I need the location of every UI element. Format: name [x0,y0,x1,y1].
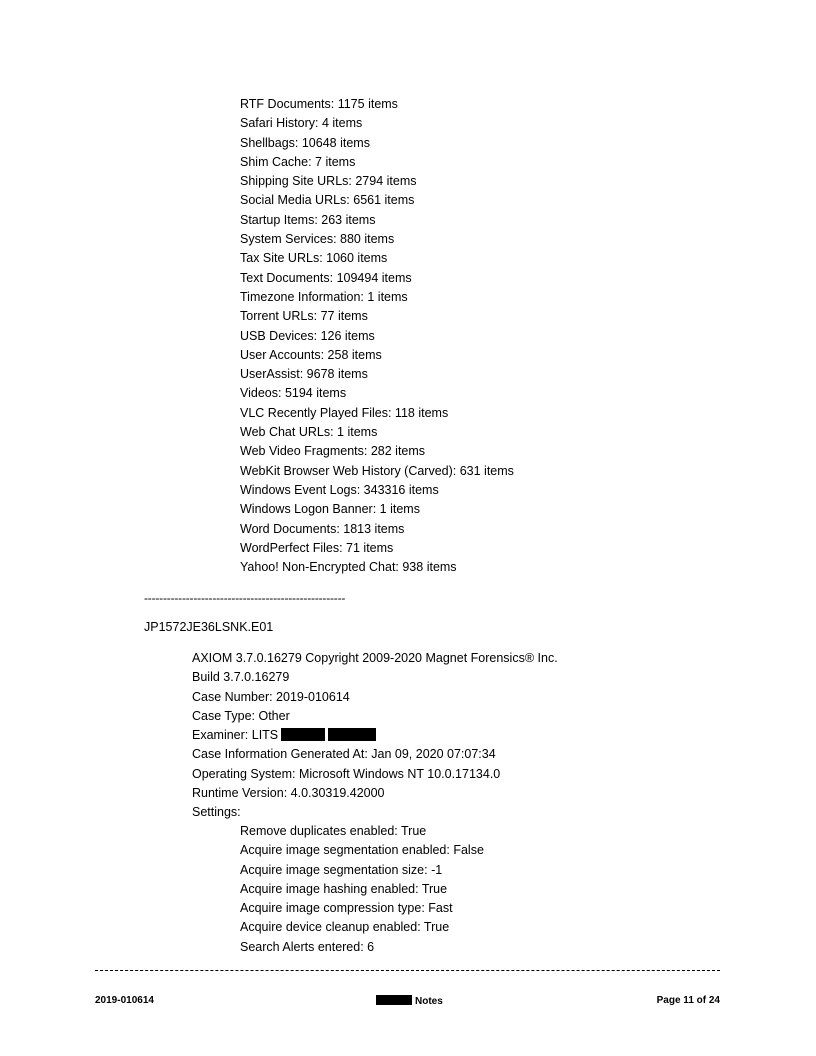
examiner-line [192,726,558,745]
copyright-line: AXIOM 3.7.0.16279 Copyright 2009-2020 Magnet Forensics® Inc. [192,651,558,665]
settings-heading: Settings: [192,805,241,820]
artifact-count-item: USB Devices: 126 items [240,328,375,343]
case-type-line: Case Type: Other [192,708,290,723]
examiner-label: Examiner: LITS [192,728,279,743]
artifact-count-list [240,95,514,577]
footer-divider [95,970,720,971]
section-separator: ----------------------------------------------------- [144,591,346,605]
artifact-count-item: Word Documents: 1813 items [240,521,405,536]
runtime-version-line: Runtime Version: 4.0.30319.42000 [192,786,385,801]
artifact-count-item: Windows Logon Banner: 1 items [240,502,420,517]
artifact-count-item: UserAssist: 9678 items [240,367,368,382]
artifact-count-item: Tax Site URLs: 1060 items [240,251,388,266]
operating-system-line: Operating System: Microsoft Windows NT 10.0.17134.0 [192,766,501,781]
artifact-count-item: Web Video Fragments: 282 items [240,444,426,459]
artifact-count-item: Text Documents: 109494 items [240,270,412,285]
artifact-count-item: Yahoo! Non-Encrypted Chat: 938 items [240,560,457,575]
artifact-count-item: Startup Items: 263 items [240,212,376,227]
artifact-count-item: Torrent URLs: 77 items [240,309,368,324]
build-line: Build 3.7.0.16279 [192,670,290,685]
artifact-count-item: System Services: 880 items [240,232,395,247]
setting-item: Acquire image segmentation size: -1 [240,862,443,877]
redaction-block [376,995,412,1005]
artifact-count-item: Shellbags: 10648 items [240,135,370,150]
artifact-count-item: User Accounts: 258 items [240,347,382,362]
artifact-count-item: Social Media URLs: 6561 items [240,193,415,208]
artifact-count-item: Web Chat URLs: 1 items [240,425,378,440]
artifact-count-item: WordPerfect Files: 71 items [240,540,394,555]
footer-page-number: Page 11 of 24 [656,995,720,1006]
footer-case-number: 2019-010614 [95,995,154,1006]
setting-item: Acquire image segmentation enabled: False [240,843,484,858]
artifact-count-item: Windows Event Logs: 343316 items [240,482,439,497]
case-info-list [192,649,558,823]
redaction-block [281,728,325,741]
setting-item: Acquire image hashing enabled: True [240,881,448,896]
artifact-count-item: Timezone Information: 1 items [240,289,408,304]
setting-item: Remove duplicates enabled: True [240,824,427,838]
artifact-count-item: Shipping Site URLs: 2794 items [240,174,417,189]
artifact-count-item: RTF Documents: 1175 items [240,97,398,111]
settings-list [240,822,484,957]
artifact-count-item: VLC Recently Played Files: 118 items [240,405,449,420]
evidence-file-name: JP1572JE36LSNK.E01 [144,620,274,634]
setting-item: Acquire image compression type: Fast [240,901,453,916]
footer-notes-label: Notes [415,996,443,1007]
case-number-line: Case Number: 2019-010614 [192,689,350,704]
setting-item: Acquire device cleanup enabled: True [240,920,450,935]
setting-item: Search Alerts entered: 6 [240,939,375,954]
footer-title [376,995,443,1007]
artifact-count-item: WebKit Browser Web History (Carved): 631 items [240,463,514,478]
redaction-block [328,728,376,741]
generated-at-line: Case Information Generated At: Jan 09, 2020 07:07:34 [192,747,496,762]
artifact-count-item: Shim Cache: 7 items [240,154,356,169]
artifact-count-item: Videos: 5194 items [240,386,347,401]
artifact-count-item: Safari History: 4 items [240,116,363,131]
